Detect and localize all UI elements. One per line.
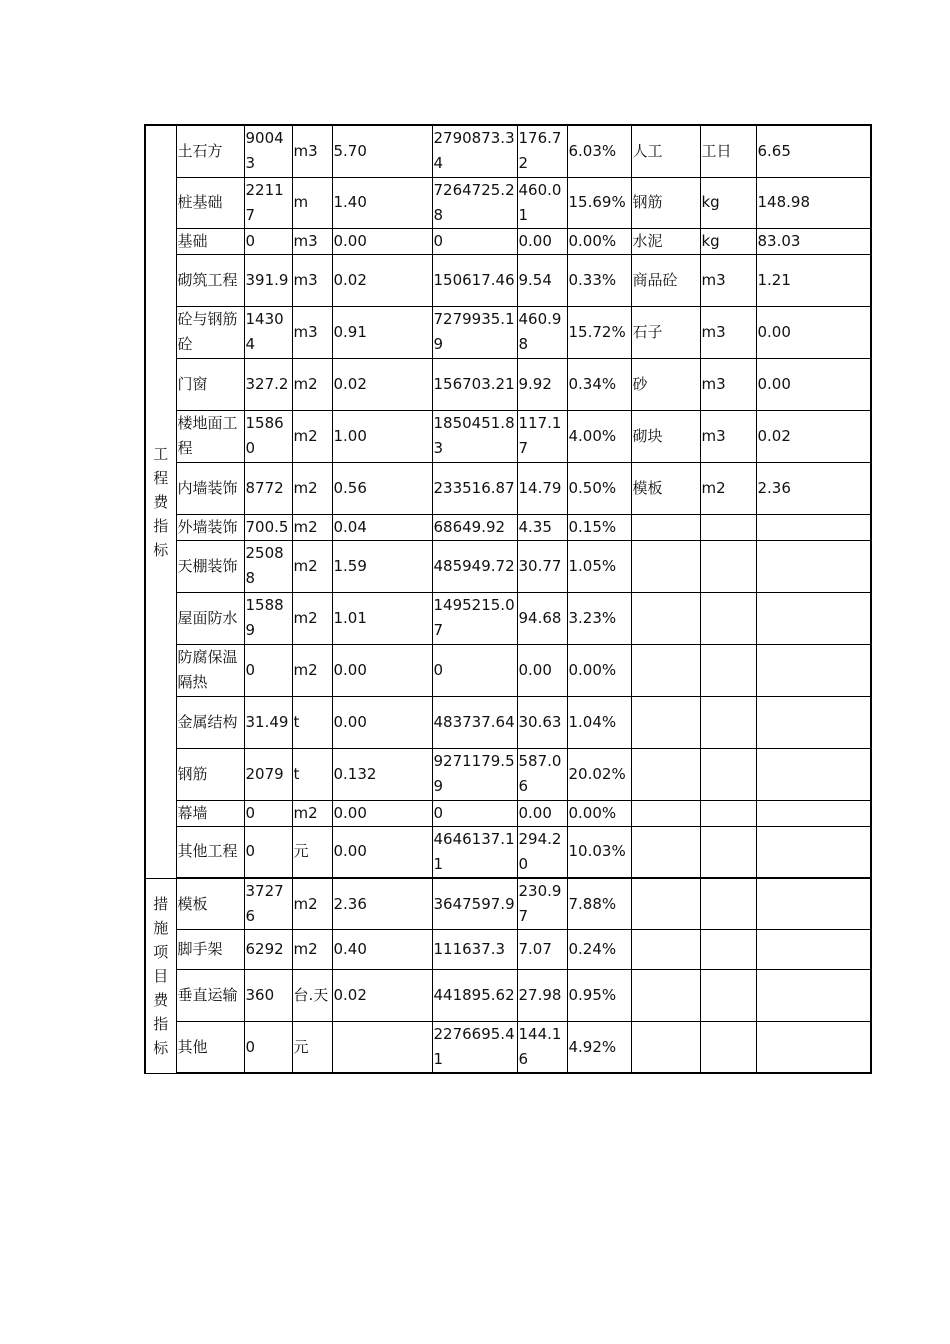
unit: m2 [292, 930, 332, 970]
table-row [145, 540, 871, 592]
table-row [145, 228, 871, 254]
material-name [631, 1022, 700, 1074]
material-value [756, 748, 871, 800]
index-value: 1.01 [332, 592, 432, 644]
index-value: 0.00 [332, 228, 432, 254]
quantity: 327.2 [244, 358, 292, 410]
unit-cost: 0.00 [517, 228, 567, 254]
table-row [145, 358, 871, 410]
material-name [631, 970, 700, 1022]
index-value: 0.91 [332, 306, 432, 358]
unit: m3 [292, 228, 332, 254]
material-value [756, 970, 871, 1022]
material-unit: m3 [700, 306, 756, 358]
quantity: 0 [244, 1022, 292, 1074]
material-value: 148.98 [756, 177, 871, 228]
unit: m2 [292, 358, 332, 410]
index-value: 0.02 [332, 970, 432, 1022]
percentage: 0.24% [567, 930, 631, 970]
percentage: 0.33% [567, 254, 631, 306]
material-name [631, 592, 700, 644]
table-row [145, 748, 871, 800]
percentage: 1.04% [567, 696, 631, 748]
index-value: 0.02 [332, 254, 432, 306]
cost: 68649.92 [432, 514, 517, 540]
index-value: 1.00 [332, 410, 432, 462]
material-unit [700, 644, 756, 696]
index-value: 1.59 [332, 540, 432, 592]
unit-cost: 4.35 [517, 514, 567, 540]
cost: 1495215.07 [432, 592, 517, 644]
section-label: 措 施 项 目 费 指 标 [145, 878, 176, 1073]
cost: 0 [432, 800, 517, 826]
cost-index-table [144, 124, 872, 1074]
unit-cost: 587.06 [517, 748, 567, 800]
material-value: 0.00 [756, 306, 871, 358]
table-row [145, 306, 871, 358]
unit-cost: 176.72 [517, 125, 567, 177]
unit: m [292, 177, 332, 228]
material-value [756, 696, 871, 748]
material-unit [700, 1022, 756, 1074]
cost: 9271179.59 [432, 748, 517, 800]
item-name: 模板 [176, 878, 244, 930]
material-unit [700, 826, 756, 878]
percentage: 0.34% [567, 358, 631, 410]
table-row [145, 254, 871, 306]
percentage: 0.00% [567, 800, 631, 826]
item-name: 门窗 [176, 358, 244, 410]
item-name: 脚手架 [176, 930, 244, 970]
material-unit: kg [700, 228, 756, 254]
unit: m3 [292, 306, 332, 358]
material-unit [700, 514, 756, 540]
cost: 0 [432, 228, 517, 254]
cost: 7264725.28 [432, 177, 517, 228]
unit-cost: 30.63 [517, 696, 567, 748]
item-name: 垂直运输 [176, 970, 244, 1022]
item-name: 其他 [176, 1022, 244, 1074]
material-value: 1.21 [756, 254, 871, 306]
table-row [145, 592, 871, 644]
index-value: 0.132 [332, 748, 432, 800]
item-name: 内墙装饰 [176, 462, 244, 514]
table-row [145, 125, 871, 177]
material-value: 0.00 [756, 358, 871, 410]
quantity: 14304 [244, 306, 292, 358]
material-unit: m3 [700, 358, 756, 410]
percentage: 1.05% [567, 540, 631, 592]
material-value [756, 592, 871, 644]
quantity: 391.9 [244, 254, 292, 306]
percentage: 3.23% [567, 592, 631, 644]
item-name: 外墙装饰 [176, 514, 244, 540]
cost: 0 [432, 644, 517, 696]
material-unit: m3 [700, 254, 756, 306]
item-name: 其他工程 [176, 826, 244, 878]
index-value: 0.00 [332, 696, 432, 748]
material-name [631, 696, 700, 748]
material-name: 模板 [631, 462, 700, 514]
material-name [631, 878, 700, 930]
table-row [145, 878, 871, 930]
quantity: 15889 [244, 592, 292, 644]
percentage: 0.00% [567, 644, 631, 696]
index-value: 5.70 [332, 125, 432, 177]
quantity: 31.49 [244, 696, 292, 748]
material-name: 砂 [631, 358, 700, 410]
item-name: 桩基础 [176, 177, 244, 228]
percentage: 15.69% [567, 177, 631, 228]
material-value [756, 800, 871, 826]
unit: 元 [292, 826, 332, 878]
unit-cost: 144.16 [517, 1022, 567, 1074]
percentage: 0.50% [567, 462, 631, 514]
material-value [756, 540, 871, 592]
table-row [145, 826, 871, 878]
item-name: 钢筋 [176, 748, 244, 800]
table-row [145, 514, 871, 540]
quantity: 25088 [244, 540, 292, 592]
table-row [145, 177, 871, 228]
material-unit: m3 [700, 410, 756, 462]
table-row [145, 410, 871, 462]
cost: 4646137.11 [432, 826, 517, 878]
percentage: 0.15% [567, 514, 631, 540]
cost: 2276695.41 [432, 1022, 517, 1074]
item-name: 金属结构 [176, 696, 244, 748]
material-value [756, 878, 871, 930]
material-name: 人工 [631, 125, 700, 177]
material-unit [700, 748, 756, 800]
table-row [145, 970, 871, 1022]
material-unit: 工日 [700, 125, 756, 177]
quantity: 15860 [244, 410, 292, 462]
unit: t [292, 696, 332, 748]
quantity: 360 [244, 970, 292, 1022]
material-value: 6.65 [756, 125, 871, 177]
quantity: 0 [244, 800, 292, 826]
cost: 156703.21 [432, 358, 517, 410]
unit: m2 [292, 592, 332, 644]
unit-cost: 7.07 [517, 930, 567, 970]
cost: 1850451.83 [432, 410, 517, 462]
index-value: 2.36 [332, 878, 432, 930]
index-value [332, 1022, 432, 1074]
index-value: 0.04 [332, 514, 432, 540]
percentage: 4.92% [567, 1022, 631, 1074]
section-label: 工 程 费 指 标 [145, 125, 176, 878]
percentage: 15.72% [567, 306, 631, 358]
item-name: 土石方 [176, 125, 244, 177]
cost: 2790873.34 [432, 125, 517, 177]
cost: 485949.72 [432, 540, 517, 592]
percentage: 6.03% [567, 125, 631, 177]
table-row [145, 696, 871, 748]
unit-cost: 230.97 [517, 878, 567, 930]
quantity: 2079 [244, 748, 292, 800]
material-value: 83.03 [756, 228, 871, 254]
material-value: 0.02 [756, 410, 871, 462]
material-value [756, 826, 871, 878]
material-value [756, 930, 871, 970]
unit: 元 [292, 1022, 332, 1074]
unit: t [292, 748, 332, 800]
material-name: 钢筋 [631, 177, 700, 228]
percentage: 0.00% [567, 228, 631, 254]
item-name: 砌筑工程 [176, 254, 244, 306]
quantity: 0 [244, 644, 292, 696]
table-row [145, 462, 871, 514]
index-value: 0.56 [332, 462, 432, 514]
material-unit [700, 878, 756, 930]
material-name [631, 540, 700, 592]
quantity: 22117 [244, 177, 292, 228]
quantity: 8772 [244, 462, 292, 514]
material-value [756, 1022, 871, 1074]
table-body [145, 125, 871, 1073]
unit-cost: 9.92 [517, 358, 567, 410]
material-unit [700, 592, 756, 644]
material-unit [700, 930, 756, 970]
item-name: 砼与钢筋砼 [176, 306, 244, 358]
material-unit [700, 970, 756, 1022]
cost: 111637.3 [432, 930, 517, 970]
unit: m2 [292, 878, 332, 930]
material-unit [700, 540, 756, 592]
material-name [631, 644, 700, 696]
table-row [145, 1022, 871, 1074]
index-value: 1.40 [332, 177, 432, 228]
unit: m3 [292, 254, 332, 306]
item-name: 幕墙 [176, 800, 244, 826]
quantity: 6292 [244, 930, 292, 970]
index-value: 0.00 [332, 644, 432, 696]
unit-cost: 0.00 [517, 800, 567, 826]
unit: m2 [292, 462, 332, 514]
item-name: 天棚装饰 [176, 540, 244, 592]
index-value: 0.02 [332, 358, 432, 410]
material-name [631, 930, 700, 970]
unit-cost: 460.98 [517, 306, 567, 358]
percentage: 20.02% [567, 748, 631, 800]
unit-cost: 294.20 [517, 826, 567, 878]
percentage: 4.00% [567, 410, 631, 462]
item-name: 楼地面工程 [176, 410, 244, 462]
percentage: 10.03% [567, 826, 631, 878]
table-row [145, 800, 871, 826]
quantity: 0 [244, 826, 292, 878]
index-value: 0.00 [332, 826, 432, 878]
percentage: 7.88% [567, 878, 631, 930]
unit-cost: 27.98 [517, 970, 567, 1022]
unit-cost: 460.01 [517, 177, 567, 228]
quantity: 90043 [244, 125, 292, 177]
material-value [756, 514, 871, 540]
material-name [631, 748, 700, 800]
index-value: 0.00 [332, 800, 432, 826]
material-value [756, 644, 871, 696]
cost: 3647597.9 [432, 878, 517, 930]
quantity: 700.5 [244, 514, 292, 540]
material-unit: kg [700, 177, 756, 228]
item-name: 防腐保温隔热 [176, 644, 244, 696]
material-name: 水泥 [631, 228, 700, 254]
cost: 441895.62 [432, 970, 517, 1022]
material-unit [700, 800, 756, 826]
unit: m2 [292, 410, 332, 462]
item-name: 屋面防水 [176, 592, 244, 644]
material-name: 石子 [631, 306, 700, 358]
material-name: 商品砼 [631, 254, 700, 306]
percentage: 0.95% [567, 970, 631, 1022]
unit: 台.天 [292, 970, 332, 1022]
material-value: 2.36 [756, 462, 871, 514]
material-unit: m2 [700, 462, 756, 514]
material-name [631, 514, 700, 540]
unit-cost: 0.00 [517, 644, 567, 696]
unit: m2 [292, 514, 332, 540]
material-name [631, 800, 700, 826]
unit-cost: 117.17 [517, 410, 567, 462]
unit: m2 [292, 644, 332, 696]
item-name: 基础 [176, 228, 244, 254]
material-unit [700, 696, 756, 748]
cost: 150617.46 [432, 254, 517, 306]
cost: 7279935.19 [432, 306, 517, 358]
unit-cost: 94.68 [517, 592, 567, 644]
cost: 233516.87 [432, 462, 517, 514]
quantity: 0 [244, 228, 292, 254]
material-name: 砌块 [631, 410, 700, 462]
unit-cost: 9.54 [517, 254, 567, 306]
unit: m2 [292, 540, 332, 592]
unit: m2 [292, 800, 332, 826]
material-name [631, 826, 700, 878]
index-value: 0.40 [332, 930, 432, 970]
quantity: 37276 [244, 878, 292, 930]
unit-cost: 30.77 [517, 540, 567, 592]
unit-cost: 14.79 [517, 462, 567, 514]
cost: 483737.64 [432, 696, 517, 748]
table-row [145, 930, 871, 970]
unit: m3 [292, 125, 332, 177]
table-row [145, 644, 871, 696]
